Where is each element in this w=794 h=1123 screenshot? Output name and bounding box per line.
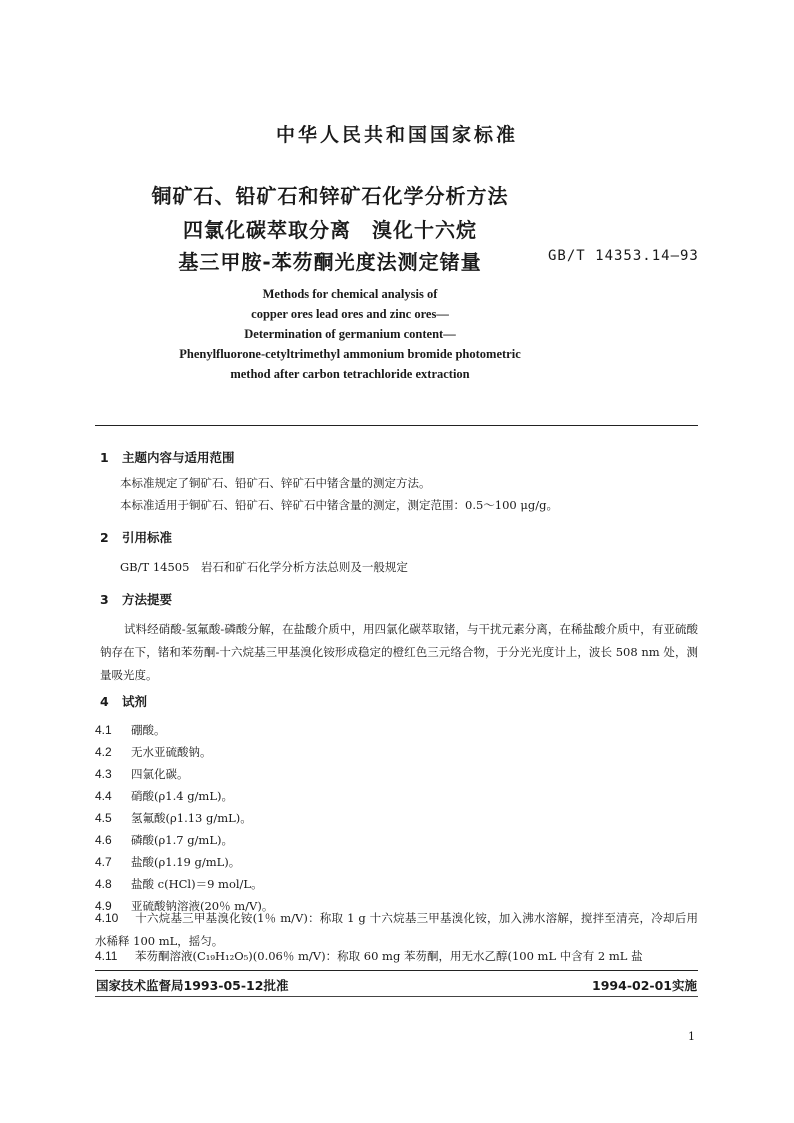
reagent-item: [95, 722, 166, 738]
reagent-item: [95, 832, 233, 848]
standard-title: 中华人民共和国国家标准: [275, 124, 518, 146]
footer-bottom-rule: [95, 996, 698, 997]
en-title-line-5: method after carbon tetrachloride extraction: [230, 367, 470, 381]
en-title-line-4: Phenylfluorone-cetyltrimethyl ammonium bromide photometric: [179, 347, 521, 361]
reagent-text: 硼酸。: [131, 723, 166, 737]
reagent-text: 无水亚硫酸钠。: [131, 745, 212, 759]
reagent-4-10-text: 十六烷基三甲基溴化铵(1％ m/V)：称取 1 g 十六烷基三甲基溴化铵，加入沸水溶解，搅拌至清亮，冷却后用水稀释 100 mL，摇匀。: [95, 911, 698, 948]
reagent-number: 4.3: [95, 767, 112, 781]
reagent-number: 4.8: [95, 877, 112, 891]
reagent-text: 盐酸(ρ1.19 g/mL)。: [131, 855, 241, 869]
section-1-title: 主题内容与适用范围: [122, 450, 235, 465]
reagent-number: 4.5: [95, 811, 112, 825]
section-1-line-2: 本标准适用于铜矿石、铅矿石、锌矿石中锗含量的测定，测定范围：0.5～100 μg/g。: [120, 498, 558, 512]
zh-title-line-2: 四氯化碳萃取分离 溴化十六烷: [183, 218, 477, 242]
section-4-number: 4: [100, 694, 109, 709]
section-2-reference: GB/T 14505 岩石和矿石化学分析方法总则及一般规定: [120, 560, 408, 574]
reagent-number: 4.7: [95, 855, 112, 869]
section-1-heading: [100, 448, 235, 466]
en-title-line-3: Determination of germanium content—: [244, 327, 456, 341]
en-title-line-2: copper ores lead ores and zinc ores—: [251, 307, 449, 321]
implementation-date: 1994-02-01实施: [592, 978, 697, 993]
section-3-heading: [100, 590, 172, 608]
reagent-item: [95, 744, 212, 760]
reagent-number: 4.9: [95, 899, 112, 913]
reagent-text: 盐酸 c(HCl)＝9 mol/L。: [131, 877, 263, 891]
section-3-title: 方法提要: [122, 592, 173, 607]
reagent-item: [95, 854, 240, 870]
reagent-text: 亚硫酸钠溶液(20％ m/V)。: [131, 899, 274, 913]
section-4-title: 试剂: [122, 694, 148, 709]
reagent-4-11: [95, 945, 698, 968]
section-3-number: 3: [100, 592, 109, 607]
page-number: 1: [688, 1030, 695, 1043]
zh-title-line-3: 基三甲胺-苯芴酮光度法测定锗量: [178, 250, 482, 274]
section-2-number: 2: [100, 530, 109, 545]
section-1-line-1: 本标准规定了铜矿石、铅矿石、锌矿石中锗含量的测定方法。: [120, 476, 431, 490]
approval-date: 国家技术监督局1993-05-12批准: [96, 978, 289, 993]
section-4-heading: [100, 692, 147, 710]
standard-code: GB/T 14353.14—93: [548, 248, 699, 264]
section-1-number: 1: [100, 450, 109, 465]
reagent-item: [95, 876, 263, 892]
reagent-number: 4.1: [95, 723, 112, 737]
reagent-4-10-number: 4.10: [95, 911, 119, 925]
reagent-4-11-number: 4.11: [95, 949, 118, 963]
reagent-text: 硝酸(ρ1.4 g/mL)。: [131, 789, 233, 803]
section-2-title: 引用标准: [122, 530, 173, 545]
reagent-number: 4.2: [95, 745, 112, 759]
en-title-line-1: Methods for chemical analysis of: [262, 287, 438, 301]
reagent-item: [95, 810, 252, 826]
reagent-item: [95, 766, 189, 782]
reagent-4-11-text: 苯芴酮溶液(C₁₉H₁₂O₅)(0.06％ m/V)：称取 60 mg 苯芴酮，用无水乙醇(100 mL 中含有 2 mL 盐: [135, 949, 643, 963]
reagent-number: 4.6: [95, 833, 112, 847]
section-2-heading: [100, 528, 172, 546]
reagent-number: 4.4: [95, 789, 112, 803]
footer-divider: [95, 970, 698, 971]
reagent-text: 四氯化碳。: [131, 767, 189, 781]
zh-title-line-1: 铜矿石、铅矿石和锌矿石化学分析方法: [151, 184, 509, 208]
section-3-paragraph: 试料经硝酸-氢氟酸-磷酸分解，在盐酸介质中，用四氯化碳萃取锗，与干扰元素分离，在稀盐酸介质中，有亚硫酸钠存在下，锗和苯芴酮-十六烷基三甲基溴化铵形成稳定的橙红色三元络合物，于分光光度计上，波长 508 nm 处，测量吸光度。: [100, 622, 698, 682]
reagent-text: 氢氟酸(ρ1.13 g/mL)。: [131, 811, 252, 825]
reagent-item: [95, 788, 233, 804]
reagent-text: 磷酸(ρ1.7 g/mL)。: [131, 833, 233, 847]
header-divider: [95, 425, 698, 426]
